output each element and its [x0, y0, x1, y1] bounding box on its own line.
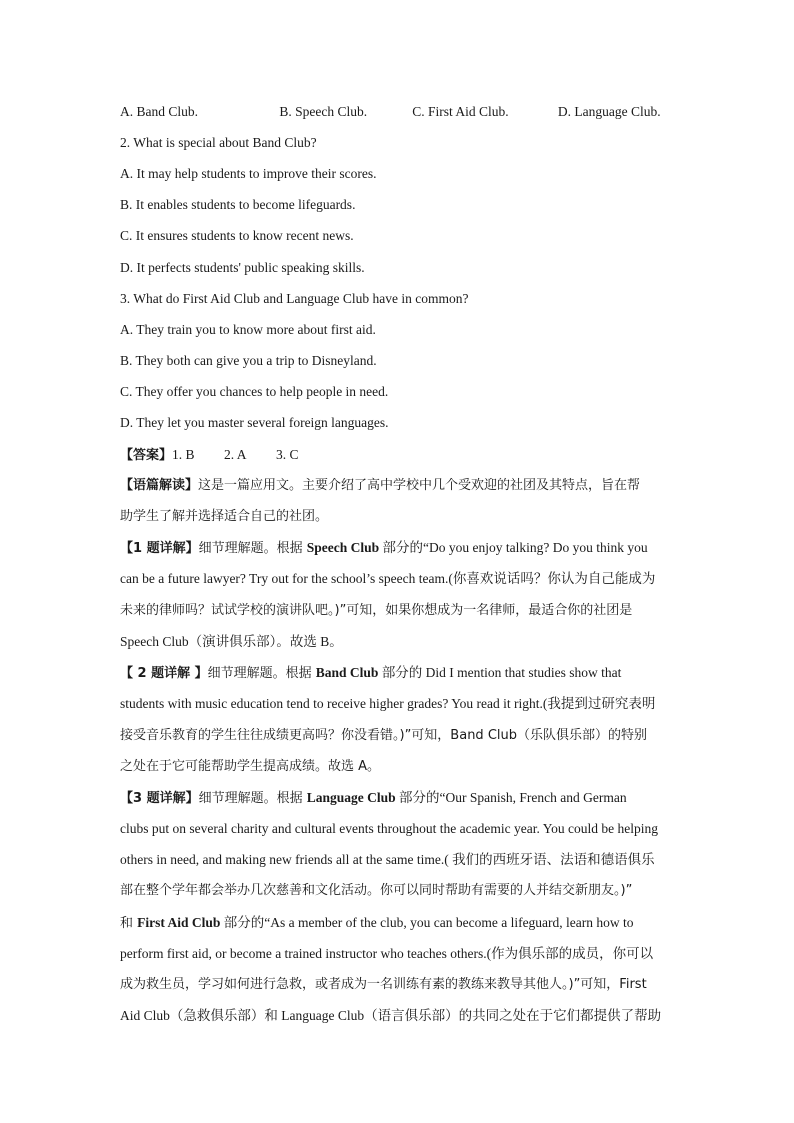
q1-option-d: D. Language Club.	[557, 104, 661, 119]
q1-option-c: C. First Aid Club.	[412, 104, 509, 119]
detail-3-bold: Language Club	[306, 790, 396, 805]
passage-reading-label: 【语篇解读】	[120, 478, 199, 493]
detail-3-line-3: others in need, and making new friends all at the same time.( 我们的西班牙语、法语和德语俱乐	[120, 852, 655, 867]
detail-2-line-2: students with music education tend to receive higher grades? You read it right.(我提到过研究表明	[120, 696, 656, 711]
passage-reading-line-1	[120, 477, 676, 495]
detail-1-post: 部分的“Do you enjoy talking? Do you think you	[379, 540, 648, 555]
detail-2-line-4: 之处在于它可能帮助学生提高成绩。故选 A。	[120, 759, 381, 774]
detail-3-pre: 细节理解题。根据	[198, 791, 307, 806]
answer-1: 1. B	[172, 447, 195, 462]
detail-1-line-1	[120, 539, 676, 558]
q1-option-a: A. Band Club.	[120, 104, 199, 119]
q3-stem: 3. What do First Aid Club and Language Club have in common?	[120, 291, 469, 306]
detail-2-line-3: 接受音乐教育的学生往往成绩更高吗？你没看错。)”可知，Band Club（乐队俱乐部）的特别	[120, 728, 647, 743]
detail-2-label: 【 2 题详解 】	[120, 666, 208, 681]
detail-1-label: 【1 题详解】	[120, 541, 199, 556]
detail-3-line-4: 部在整个学年都会举办几次慈善和文化活动。你可以同时帮助有需要的人并结交新朋友。)”	[120, 883, 633, 898]
q2-option-c: C. It ensures students to know recent news.	[120, 228, 354, 243]
q3-option-b: B. They both can give you a trip to Disneyland.	[120, 353, 377, 368]
detail-3-line-5	[120, 914, 676, 933]
detail-2-post: 部分的 Did I mention that studies show that	[378, 665, 622, 680]
detail-3-label: 【3 题详解】	[120, 791, 199, 806]
detail-3-line-2: clubs put on several charity and cultural events throughout the academic year. You could be helping	[120, 821, 658, 836]
detail-1-bold: Speech Club	[306, 540, 380, 555]
detail-3-l5-pre: 和	[120, 916, 138, 931]
q2-option-a: A. It may help students to improve their scores.	[120, 166, 377, 181]
q1-options	[120, 103, 676, 121]
detail-3-line-6: perform first aid, or become a trained instructor who teaches others.(作为俱乐部的成员，你可以	[120, 946, 654, 961]
q1-option-b: B. Speech Club.	[279, 104, 368, 119]
detail-3-l5-bold: First Aid Club	[137, 915, 221, 930]
detail-3-line-1	[120, 789, 676, 808]
detail-1-line-2: can be a future lawyer? Try out for the school’s speech team.(你喜欢说话吗？你认为自己能成为	[120, 571, 656, 586]
detail-1-line-4: Speech Club（演讲俱乐部）。故选 B。	[120, 634, 343, 649]
detail-3-line-7: 成为救生员，学习如何进行急救，或者成为一名训练有素的教练来教导其他人。)”可知，First	[120, 977, 647, 992]
q2-stem: 2. What is special about Band Club?	[120, 135, 317, 150]
detail-2-line-1	[120, 664, 676, 683]
answers-label: 【答案】	[120, 448, 173, 463]
q2-option-d: D. It perfects students' public speaking skills.	[120, 260, 365, 275]
passage-reading-text-1: 这是一篇应用文。主要介绍了高中学校中几个受欢迎的社团及其特点，旨在帮	[198, 478, 641, 493]
detail-1-pre: 细节理解题。根据	[198, 541, 307, 556]
q3-option-c: C. They offer you chances to help people in need.	[120, 384, 389, 399]
answers-line	[120, 446, 676, 465]
answer-3: 3. C	[276, 447, 299, 462]
answer-2: 2. A	[224, 447, 247, 462]
detail-3-post: 部分的“Our Spanish, French and German	[395, 790, 627, 805]
detail-2-bold: Band Club	[315, 665, 379, 680]
detail-2-pre: 细节理解题。根据	[207, 666, 316, 681]
q2-option-b: B. It enables students to become lifeguards.	[120, 197, 356, 212]
passage-reading-line-2: 助学生了解并选择适合自己的社团。	[120, 509, 329, 524]
q3-option-a: A. They train you to know more about first aid.	[120, 322, 376, 337]
detail-3-line-8: Aid Club（急救俱乐部）和 Language Club（语言俱乐部）的共同之处在于它们都提供了帮助	[120, 1008, 662, 1023]
q3-option-d: D. They let you master several foreign languages.	[120, 415, 389, 430]
detail-1-line-3: 未来的律师吗？试试学校的演讲队吧。)”可知，如果你想成为一名律师，最适合你的社团是	[120, 603, 633, 618]
detail-3-l5-post: 部分的“As a member of the club, you can become a lifeguard, learn how to	[220, 915, 634, 930]
